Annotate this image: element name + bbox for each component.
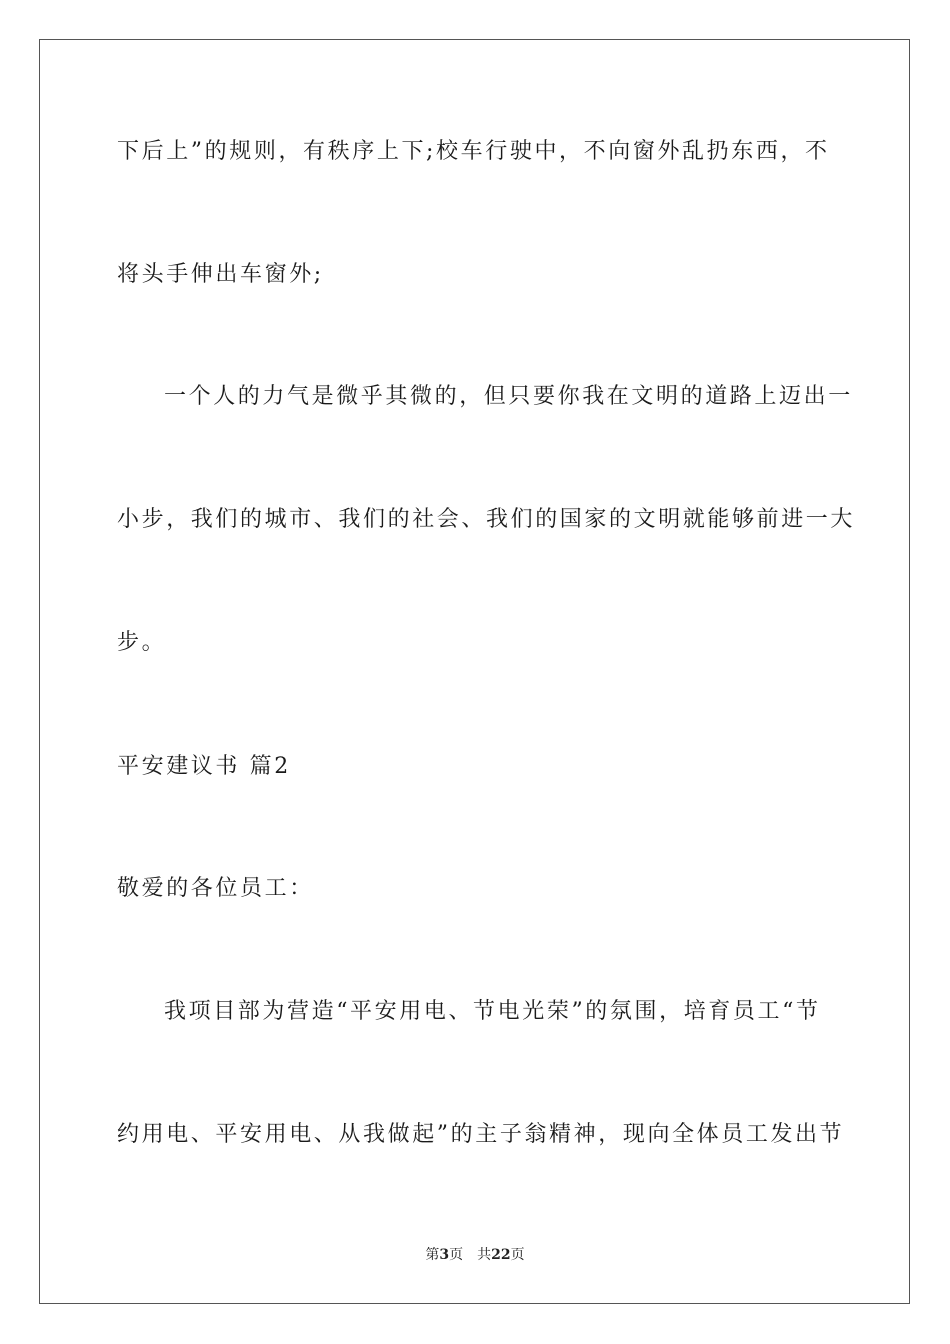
page-prefix: 第 (425, 1247, 440, 1263)
page-footer (0, 1244, 950, 1264)
body-text-line: 一个人的力气是微乎其微的，但只要你我在文明的道路上迈出一 (164, 384, 853, 409)
page-suffix: 页 (449, 1247, 464, 1263)
total-suffix: 页 (510, 1247, 525, 1263)
section-heading: 平安建议书 篇2 (117, 754, 291, 779)
page-number: 3 (439, 1247, 450, 1263)
page-border (39, 39, 910, 1304)
body-text-line: 小步，我们的城市、我们的社会、我们的国家的文明就能够前进一大 (117, 507, 856, 532)
body-text-line: 约用电、平安用电、从我做起”的主子翁精神，现向全体员工发出节 (117, 1122, 845, 1147)
body-text-line: 步。 (117, 630, 167, 655)
total-pages: 22 (491, 1247, 511, 1263)
body-text-line: 将头手伸出车窗外; (117, 262, 324, 287)
total-prefix: 共 (477, 1247, 492, 1263)
body-text-line: 我项目部为营造“平安用电、节电光荣”的氛围，培育员工“节 (164, 999, 821, 1024)
body-text-line: 下后上”的规则，有秩序上下;校车行驶中，不向窗外乱扔东西，不 (117, 139, 830, 164)
salutation: 敬爱的各位员工： (117, 876, 314, 901)
